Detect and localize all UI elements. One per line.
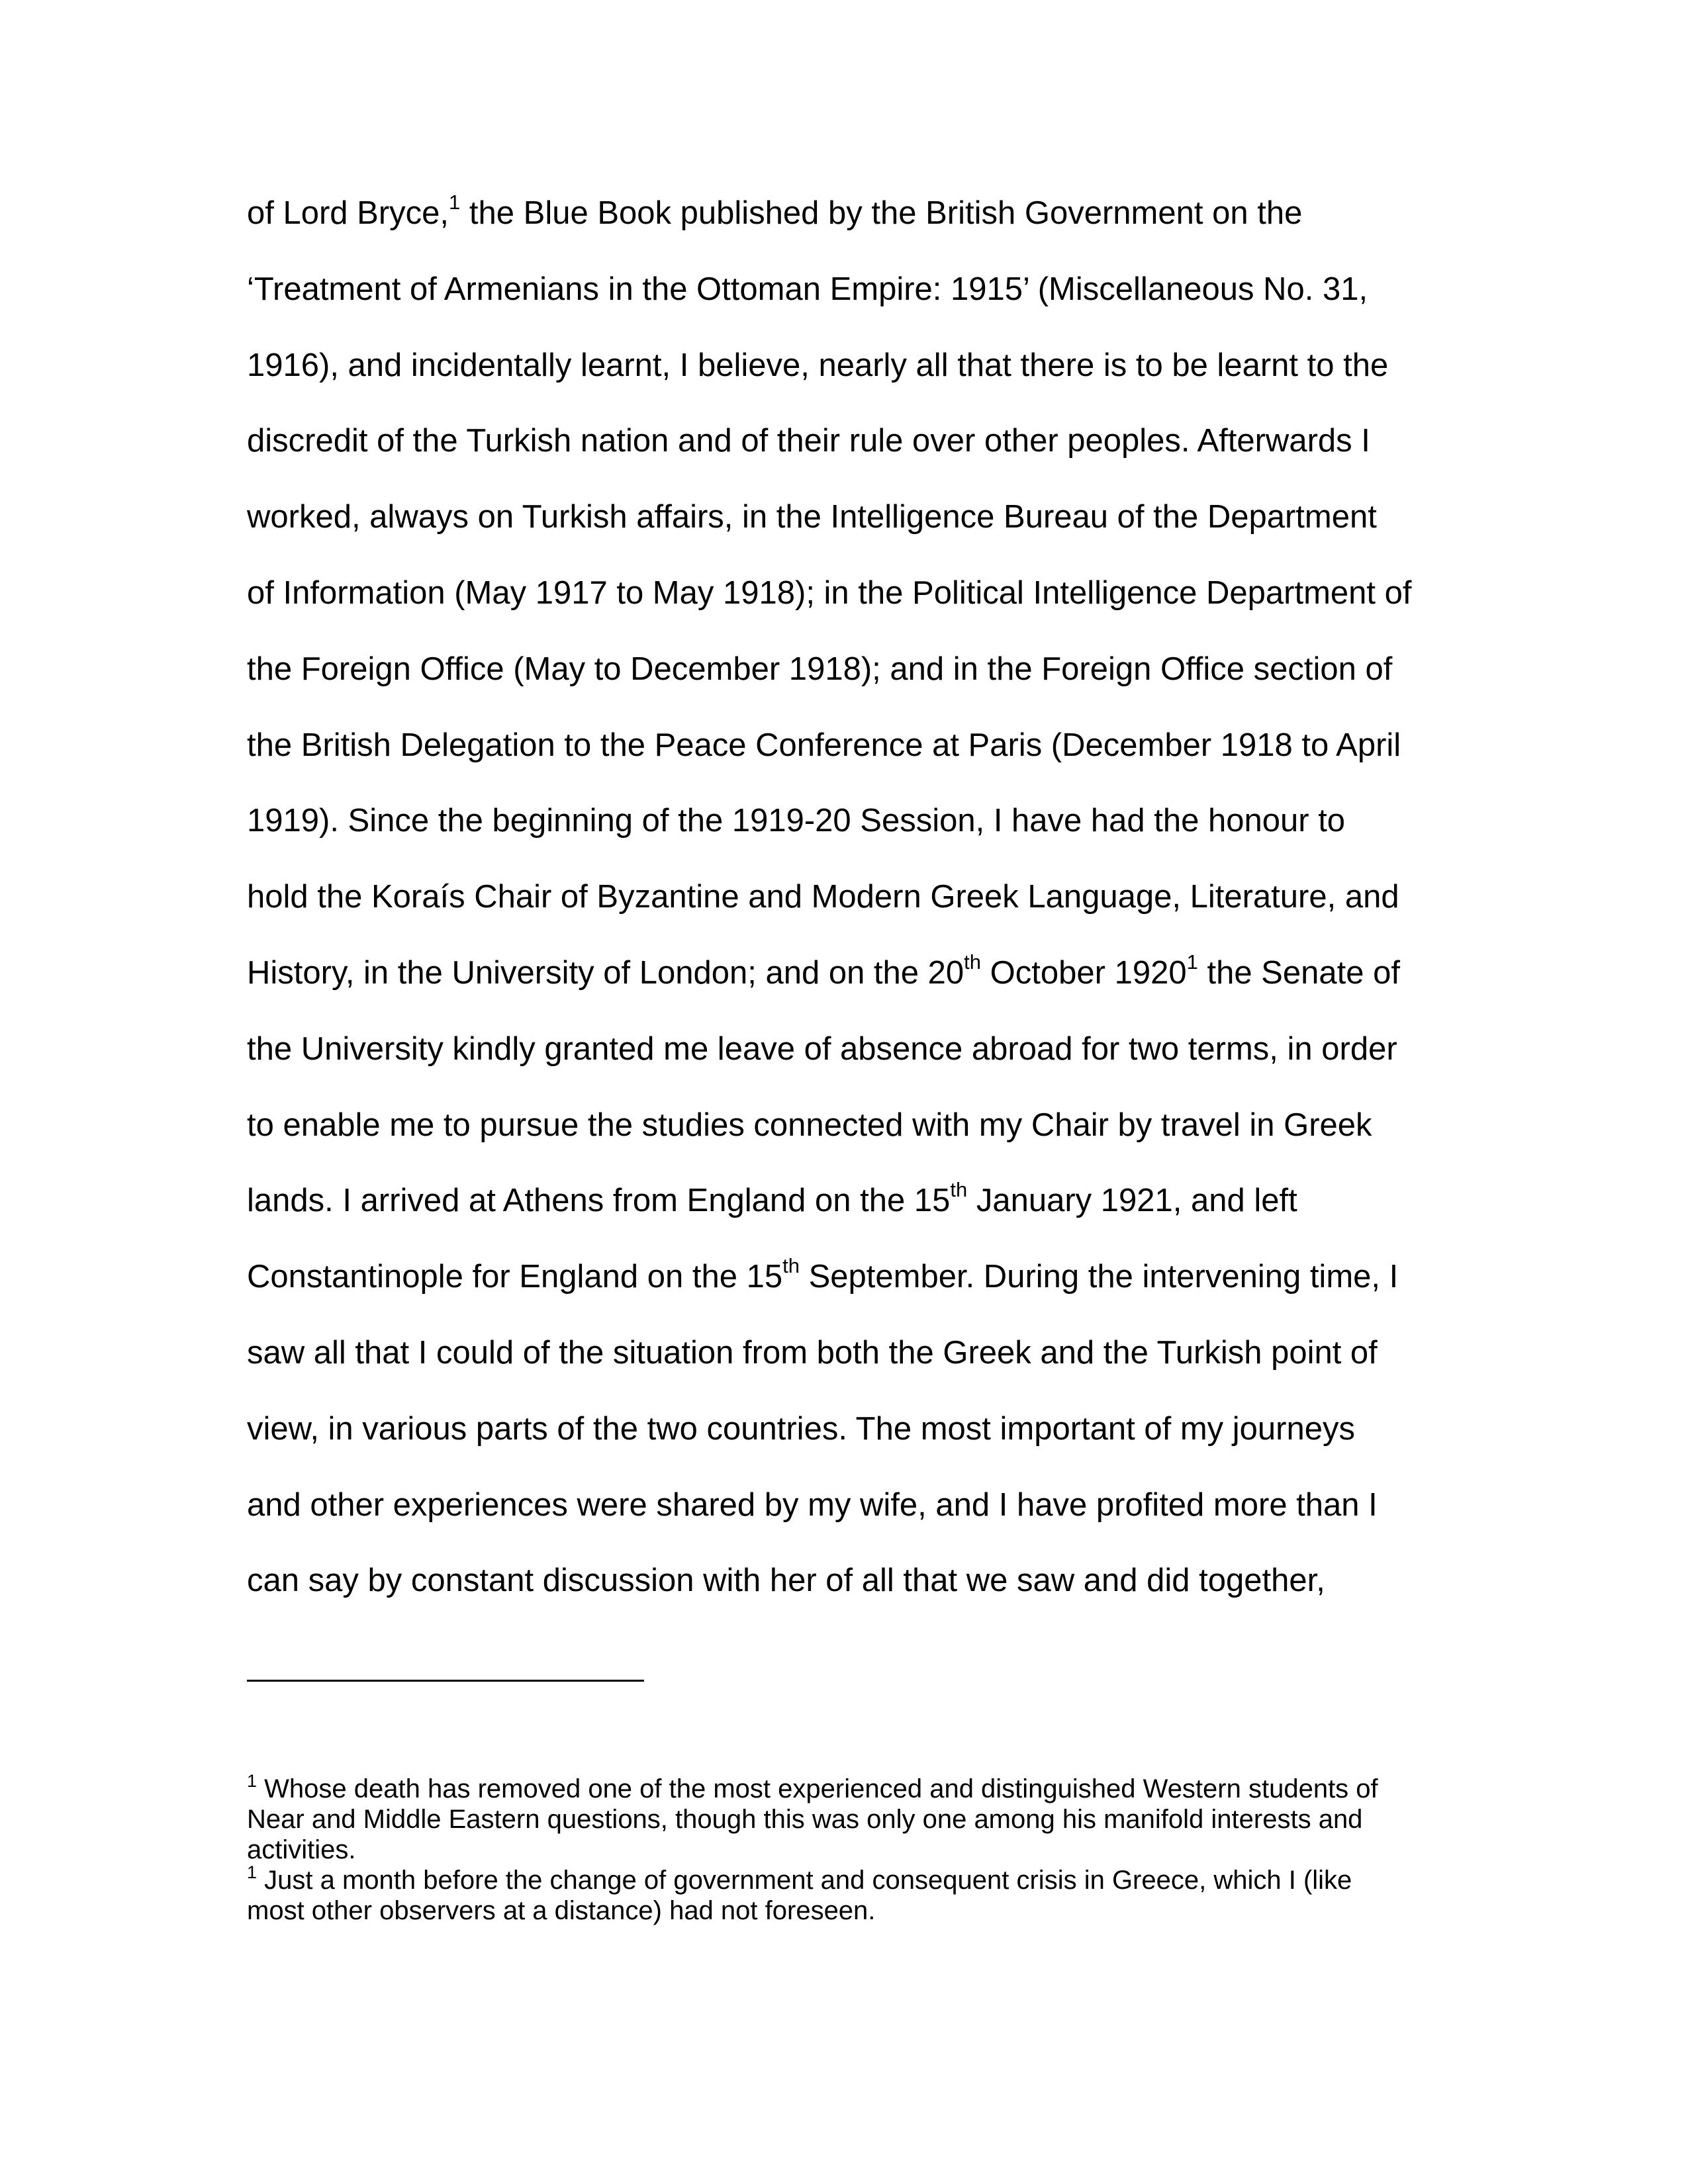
footnote-text: Just a month before the change of government and consequent crisis in Greece, which I (like <box>264 1866 1352 1895</box>
body-line-2: ‘Treatment of Armenians in the Ottoman Empire: 1915’ (Miscellaneous No. 31, <box>247 271 1368 307</box>
footnote-reference[interactable]: 1 <box>449 191 461 214</box>
body-line-16: saw all that I could of the situation from both the Greek and the Turkish point of <box>247 1334 1378 1371</box>
body-text-segment: the Senate of <box>1207 954 1400 991</box>
body-text-segment: October 1920 <box>990 954 1187 991</box>
body-line-8: the British Delegation to the Peace Conference at Paris (December 1918 to April <box>247 727 1401 763</box>
body-text-segment: lands. I arrived at Athens from England on the 15 <box>247 1183 951 1219</box>
body-line-17: view, in various parts of the two countries. The most important of my journeys <box>247 1410 1355 1447</box>
body-text-segment: September. During the intervening time, I <box>808 1259 1399 1295</box>
footnote-1 <box>247 1771 1491 1865</box>
body-line-7: the Foreign Office (May to December 1918); and in the Foreign Office section of <box>247 651 1393 687</box>
body-text-segment: of Lord Bryce, <box>247 195 449 231</box>
body-text-segment: the Blue Book published by the British Government on the <box>469 195 1303 231</box>
footnote-separator <box>247 1680 644 1682</box>
footnote-mark: 1 <box>247 1771 258 1791</box>
footnote-mark: 1 <box>247 1862 258 1882</box>
body-line-14 <box>247 1178 1465 1257</box>
footnote-line: most other observers at a distance) had not foreseen. <box>247 1896 876 1925</box>
body-line-11 <box>247 950 1465 1029</box>
footnotes <box>247 1771 1491 1926</box>
body-line-5: worked, always on Turkish affairs, in the Intelligence Bureau of the Department <box>247 499 1377 535</box>
footnote-line <box>247 1771 1491 1804</box>
body-line-19: can say by constant discussion with her of all that we saw and did together, <box>247 1563 1325 1599</box>
body-line-6: of Information (May 1917 to May 1918); in the Political Intelligence Department of <box>247 574 1412 611</box>
body-line-12: the University kindly granted me leave of absence abroad for two terms, in order <box>247 1030 1397 1067</box>
body-text-segment: Constantinople for England on the 15 <box>247 1259 783 1295</box>
footnote-line: Near and Middle Eastern questions, though this was only one among his manifold interests and <box>247 1805 1363 1834</box>
ordinal-superscript: th <box>950 1178 968 1202</box>
footnote-line: activities. <box>247 1835 356 1864</box>
body-text <box>247 193 1465 1637</box>
body-text-segment: History, in the University of London; and on the 20 <box>247 954 964 991</box>
body-line-1 <box>247 193 1465 269</box>
body-line-13: to enable me to pursue the studies connected with my Chair by travel in Greek <box>247 1107 1372 1143</box>
body-line-9: 1919). Since the beginning of the 1919-20 Session, I have had the honour to <box>247 803 1346 839</box>
footnote-line <box>247 1862 1491 1895</box>
body-text-segment: January 1921, and left <box>976 1183 1297 1219</box>
ordinal-superscript: th <box>964 950 982 974</box>
body-line-4: discredit of the Turkish nation and of their rule over other peoples. Afterwards I <box>247 423 1370 459</box>
footnote-text: Whose death has removed one of the most experienced and distinguished Western students of <box>264 1774 1378 1803</box>
footnote-2 <box>247 1862 1491 1926</box>
body-line-15 <box>247 1254 1465 1333</box>
body-line-3: 1916), and incidentally learnt, I believe, nearly all that there is to be learnt to the <box>247 347 1389 383</box>
ordinal-superscript: th <box>782 1254 800 1278</box>
body-line-18: and other experiences were shared by my wife, and I have profited more than I <box>247 1486 1378 1523</box>
footnote-reference[interactable]: 1 <box>1186 950 1198 974</box>
body-line-10: hold the Koraís Chair of Byzantine and Modern Greek Language, Literature, and <box>247 879 1399 915</box>
